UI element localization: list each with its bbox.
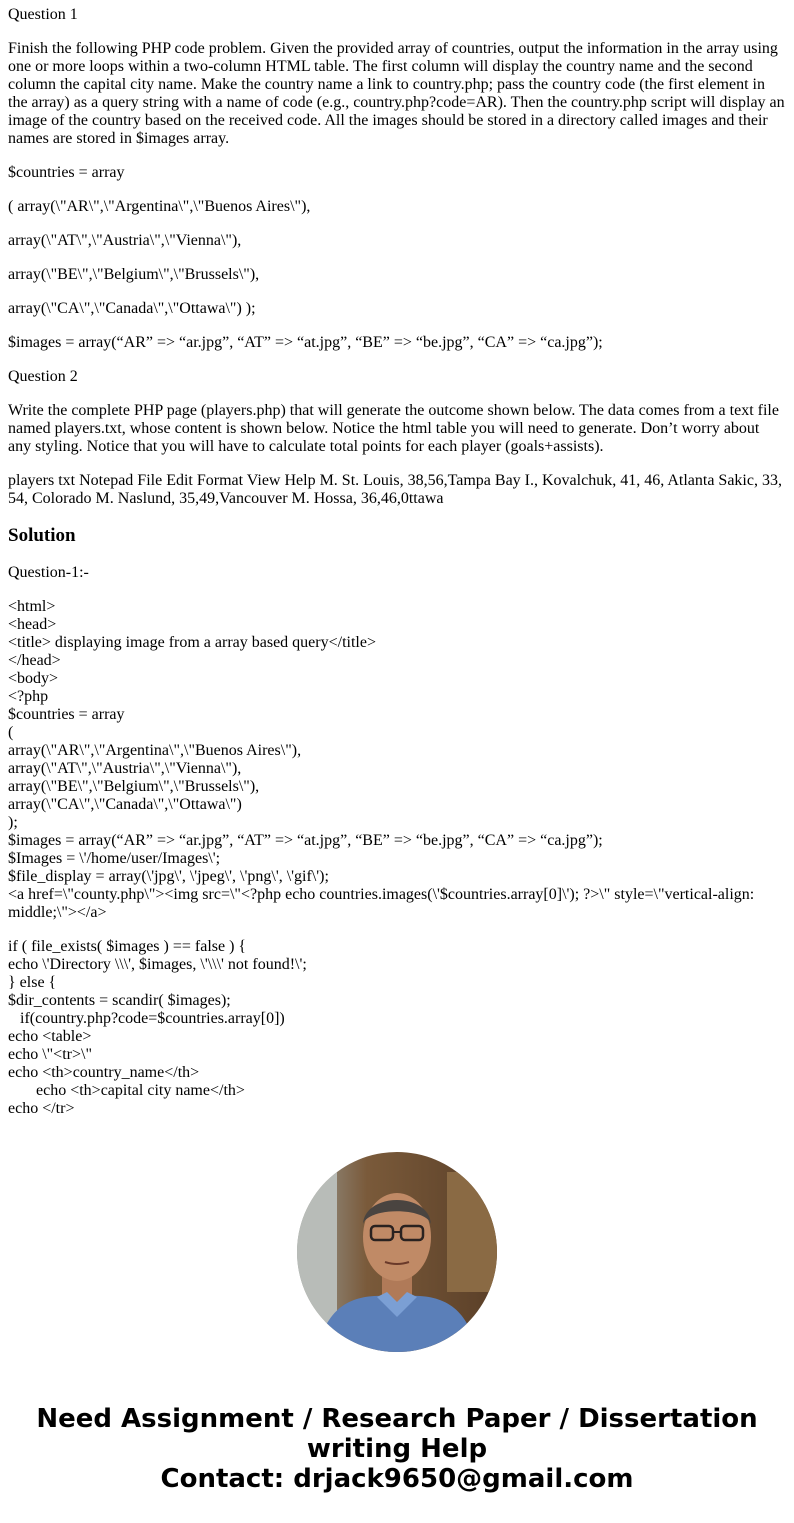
author-photo (297, 1152, 497, 1352)
players-file-content: players txt Notepad File Edit Format View Help M. St. Louis, 38,56,Tampa Bay I., Kovalchuk, 41, 46, Atlanta Sakic, 33, 54, Colorado M. Naslund, 35,49,Vancouver M. Hossa, 36,46,0ttawa (8, 472, 782, 507)
question1-code-line: $images = array(“AR” => “ar.jpg”, “AT” => “at.jpg”, “BE” => “be.jpg”, “CA” => “ca.jpg”); (8, 334, 603, 351)
solution-subheading: Question-1:- (8, 564, 89, 581)
solution-code-line: </head> (8, 652, 61, 669)
solution-code-line: } else { (8, 974, 57, 991)
solution-code-line: echo </tr> (8, 1100, 75, 1117)
solution-code-line: if ( file_exists( $images ) == false ) { (8, 938, 247, 955)
question1-code-line: array(\"CA\",\"Canada\",\"Ottawa\") ); (8, 300, 256, 317)
question2-heading: Question 2 (8, 368, 78, 385)
solution-code-line: echo <th>country_name</th> (8, 1064, 200, 1081)
solution-code-line: echo \"<tr>\" (8, 1046, 92, 1063)
solution-heading: Solution (8, 525, 76, 546)
question1-code-line: array(\"BE\",\"Belgium\",\"Brussels\"), (8, 266, 260, 283)
solution-code-line: <html> (8, 598, 56, 615)
solution-code-line (8, 922, 786, 938)
solution-code-line: $images = array(“AR” => “ar.jpg”, “AT” => “at.jpg”, “BE” => “be.jpg”, “CA” => “ca.jpg”); (8, 832, 603, 849)
question1-text: Finish the following PHP code problem. Given the provided array of countries, output the information in the array using one or more loops within a two-column HTML table. The first column will display the country name and the second column the capital city name. Make the country name a link to country.php; pass the country code (the first element in the array) as a query string with a name of code (e.g., country.php?code=AR). Then the country.php script will display an image of the country based on the received code. All the images should be stored in a directory called images and their names are stored in $images array. (8, 40, 785, 147)
solution-code-line: echo <th>capital city name</th> (8, 1082, 245, 1099)
solution-code-line: echo \'Directory \\\', $images, \'\\\' not found!\'; (8, 956, 307, 973)
question1-code-line: $countries = array (8, 164, 125, 181)
solution-code-line: $Images = \'/home/user/Images\'; (8, 850, 221, 867)
solution-code-line: <title> displaying image from a array based query</title> (8, 634, 376, 651)
solution-code-line: if(country.php?code=$countries.array[0]) (8, 1010, 285, 1027)
question1-code-line: array(\"AT\",\"Austria\",\"Vienna\"), (8, 232, 242, 249)
footer-line-2: writing Help (306, 1434, 488, 1464)
solution-code-line: array(\"CA\",\"Canada\",\"Ottawa\") (8, 796, 242, 813)
avatar (297, 1152, 497, 1352)
solution-code-line: array(\"AR\",\"Argentina\",\"Buenos Aires\"), (8, 742, 302, 759)
solution-code-line: <body> (8, 670, 59, 687)
solution-code-line: echo <table> (8, 1028, 92, 1045)
solution-code-line: <a href=\"county.php\"><img src=\"<?php echo countries.images(\'$countries.array[0]\'); ?>\" style=\"vertical-align: middle;\"></a> (8, 886, 759, 921)
solution-code-line: <?php (8, 688, 49, 705)
question2-text: Write the complete PHP page (players.php) that will generate the outcome shown below. The data comes from a text file named players.txt, whose content is shown below. Notice the html table you will need to generate. Don’t worry about any styling. Notice that you will have to calculate total points for each player (goals+assists). (8, 402, 779, 455)
question1-heading: Question 1 (8, 6, 78, 23)
question1-code-line: ( array(\"AR\",\"Argentina\",\"Buenos Aires\"), (8, 198, 311, 215)
solution-code-block (8, 598, 786, 1118)
solution-code-line: $dir_contents = scandir( $images); (8, 992, 231, 1009)
footer-line-1: Need Assignment / Research Paper / Dissertation (36, 1404, 758, 1434)
solution-code-line: ( (8, 724, 14, 741)
solution-code-line: $countries = array (8, 706, 125, 723)
solution-code-line: ); (8, 814, 18, 831)
solution-code-line: $file_display = array(\'jpg\', \'jpeg\', \'png\', \'gif\'); (8, 868, 329, 885)
footer-contact: Contact: drjack9650@gmail.com (160, 1464, 634, 1494)
solution-code-line: array(\"BE\",\"Belgium\",\"Brussels\"), (8, 778, 260, 795)
footer-banner (0, 1404, 794, 1494)
solution-code-line: array(\"AT\",\"Austria\",\"Vienna\"), (8, 760, 242, 777)
solution-code-line: <head> (8, 616, 57, 633)
